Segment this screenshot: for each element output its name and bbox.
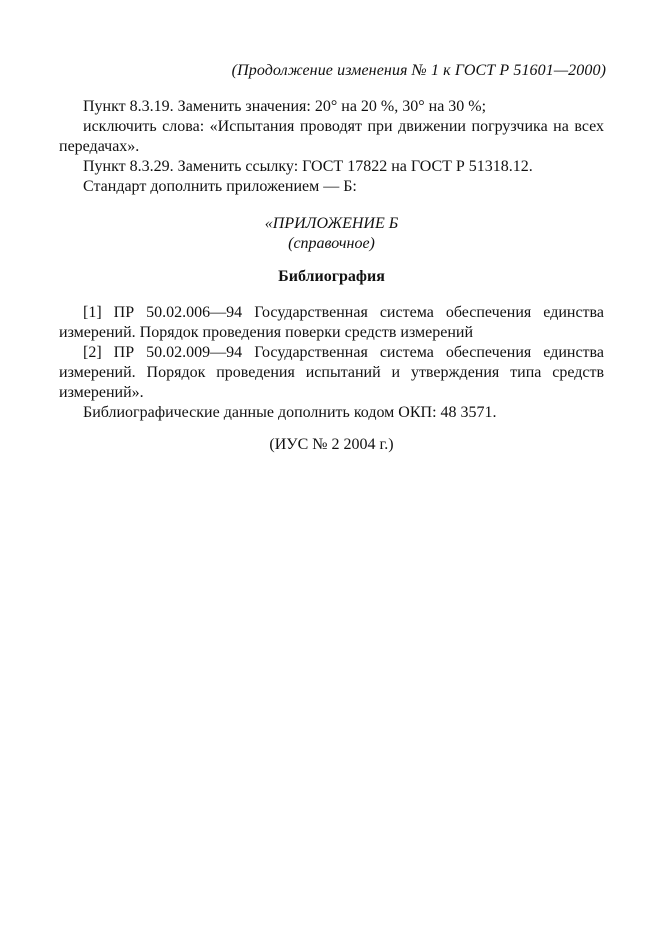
appendix-heading [59,214,604,254]
bibliography-block [59,303,604,423]
change-item-4: Стандарт дополнить приложением — Б: [83,178,357,195]
okp-note: Библиографические данные дополнить кодом ОКП: 48 3571. [83,404,497,421]
change-item-3: Пункт 8.3.29. Заменить ссылку: ГОСТ 17822 на ГОСТ Р 51318.12. [83,158,533,175]
continuation-header: (Продолжение изменения № 1 к ГОСТ Р 51601—2000) [231,62,606,79]
bibliography-entry-2: [2] ПР 50.02.009—94 Государственная система обеспечения единства измерений. Порядок проведения испытаний и утверждения типа средств измерений». [59,344,604,401]
change-item-1: Пункт 8.3.19. Заменить значения: 20° на 20 %, 30° на 30 %; [83,98,487,115]
ius-reference: (ИУС № 2 2004 г.) [269,436,394,453]
bibliography-heading: Библиография [278,268,385,285]
change-item-2: исключить слова: «Испытания проводят при движении погрузчика на всех передачах». [59,118,604,155]
changes-block [59,97,604,197]
appendix-title: «ПРИЛОЖЕНИЕ Б [264,215,399,232]
appendix-subtitle: (справочное) [288,235,375,252]
bibliography-entry-1: [1] ПР 50.02.006—94 Государственная система обеспечения единства измерений. Порядок проведения поверки средств измерений [59,304,604,341]
